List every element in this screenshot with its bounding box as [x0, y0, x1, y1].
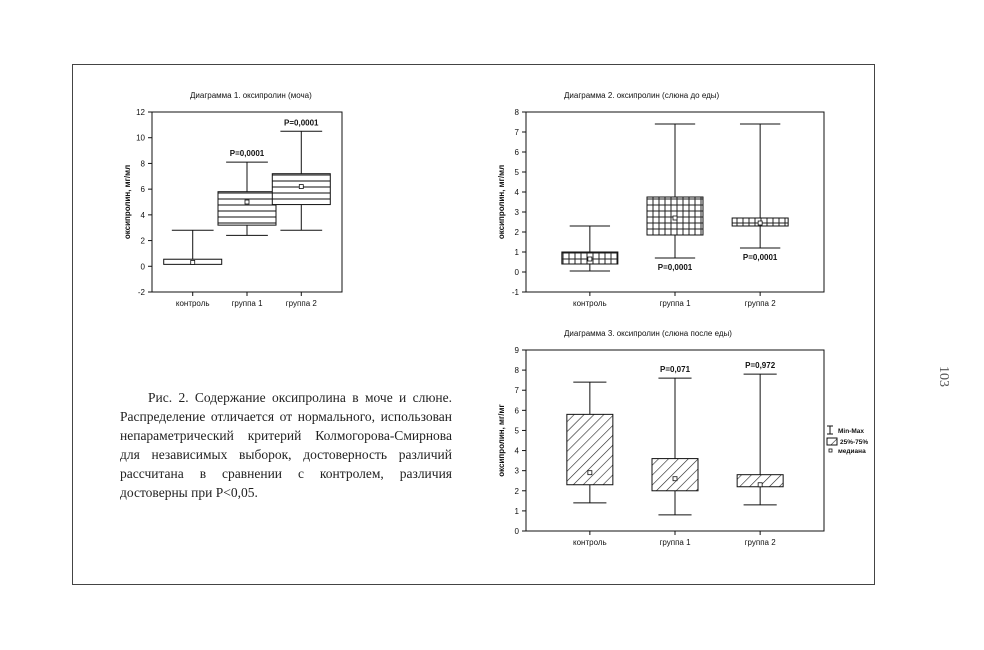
chart-urine	[110, 88, 470, 310]
x-tick-label: группа 2	[744, 538, 776, 547]
median-marker	[758, 483, 762, 487]
y-tick-label: 7	[514, 128, 519, 137]
page-number: 103	[936, 366, 951, 387]
p-value-label: P=0,0001	[657, 263, 693, 272]
p-value-label: P=0,0001	[284, 118, 319, 128]
x-tick-label: контроль	[573, 299, 607, 308]
y-tick-label: 10	[136, 133, 145, 143]
iqr-box	[652, 459, 698, 491]
y-tick-label: 7	[514, 386, 519, 396]
median-marker	[758, 221, 762, 225]
y-tick-label: 1	[514, 506, 519, 516]
y-tick-label: -2	[137, 288, 145, 297]
y-tick-label: 0	[140, 262, 145, 272]
y-tick-label: 1	[514, 248, 519, 257]
median-marker	[191, 260, 195, 264]
x-tick-label: группа 1	[231, 299, 263, 308]
figure-caption: Рис. 2. Содержание оксипролина в моче и слюне. Распределение отличается от нормального, использован непараметрический критерий Колмогорова-Смирнова для независимых выборок, достоверность различий рассчитана в сравнении с контролем, различия достоверны при P<0,05.	[120, 390, 452, 500]
p-value-label: P=0,0001	[229, 149, 265, 159]
y-tick-label: 6	[514, 406, 519, 416]
legend-median-symbol	[829, 449, 832, 452]
median-marker	[299, 185, 303, 189]
y-tick-label: 3	[514, 466, 519, 476]
x-tick-label: группа 2	[285, 299, 317, 308]
y-tick-label: 2	[514, 486, 519, 496]
legend-label: медиана	[838, 448, 866, 455]
y-axis-label: оксипролин, мг/мл	[123, 164, 132, 240]
chart-saliva-before	[494, 88, 854, 310]
y-tick-label: 0	[514, 527, 519, 536]
y-tick-label: 8	[514, 108, 519, 117]
chart-title: Диаграмма 1. оксипролин (моча)	[190, 91, 312, 100]
y-tick-label: 6	[514, 148, 519, 157]
median-marker	[673, 216, 677, 220]
p-value-label: P=0,0001	[742, 253, 778, 262]
x-tick-label: контроль	[573, 538, 607, 547]
y-tick-label: 6	[140, 185, 145, 195]
median-marker	[588, 257, 592, 261]
x-tick-label: группа 2	[744, 299, 776, 308]
y-tick-label: 8	[140, 159, 145, 169]
x-tick-label: группа 1	[659, 538, 691, 547]
median-marker	[673, 477, 677, 481]
iqr-box	[218, 192, 276, 225]
x-tick-label: группа 1	[659, 299, 691, 308]
legend	[827, 426, 868, 455]
chart-title: Диаграмма 3. оксипролин (слюна после еды)	[564, 329, 732, 338]
y-tick-label: 12	[136, 108, 145, 117]
chart-title: Диаграмма 2. оксипролин (слюна до еды)	[564, 91, 720, 100]
y-tick-label: 4	[514, 188, 519, 197]
y-tick-label: 4	[140, 210, 145, 220]
legend-label: Min-Max	[838, 428, 864, 435]
p-value-label: P=0,972	[745, 361, 776, 371]
y-tick-label: 3	[514, 208, 519, 217]
median-marker	[245, 200, 249, 204]
legend-iqr-symbol	[827, 438, 837, 445]
y-axis-label: оксипролин, мг/мл	[497, 164, 506, 240]
y-tick-label: 5	[514, 426, 519, 436]
iqr-box	[272, 174, 330, 205]
y-tick-label: 2	[514, 228, 519, 237]
p-value-label: P=0,071	[659, 365, 691, 375]
y-tick-label: 5	[514, 168, 519, 177]
legend-label: 25%-75%	[840, 439, 869, 446]
y-tick-label: -1	[511, 288, 519, 297]
y-tick-label: 4	[514, 446, 519, 456]
median-marker	[588, 471, 592, 475]
y-tick-label: 8	[514, 366, 519, 376]
y-axis-label: оксипролин, мг/мг	[497, 404, 506, 477]
chart-saliva-after	[494, 326, 869, 548]
y-tick-label: 0	[514, 268, 519, 277]
y-tick-label: 9	[514, 346, 519, 355]
y-tick-label: 2	[140, 236, 145, 246]
x-tick-label: контроль	[175, 299, 210, 308]
